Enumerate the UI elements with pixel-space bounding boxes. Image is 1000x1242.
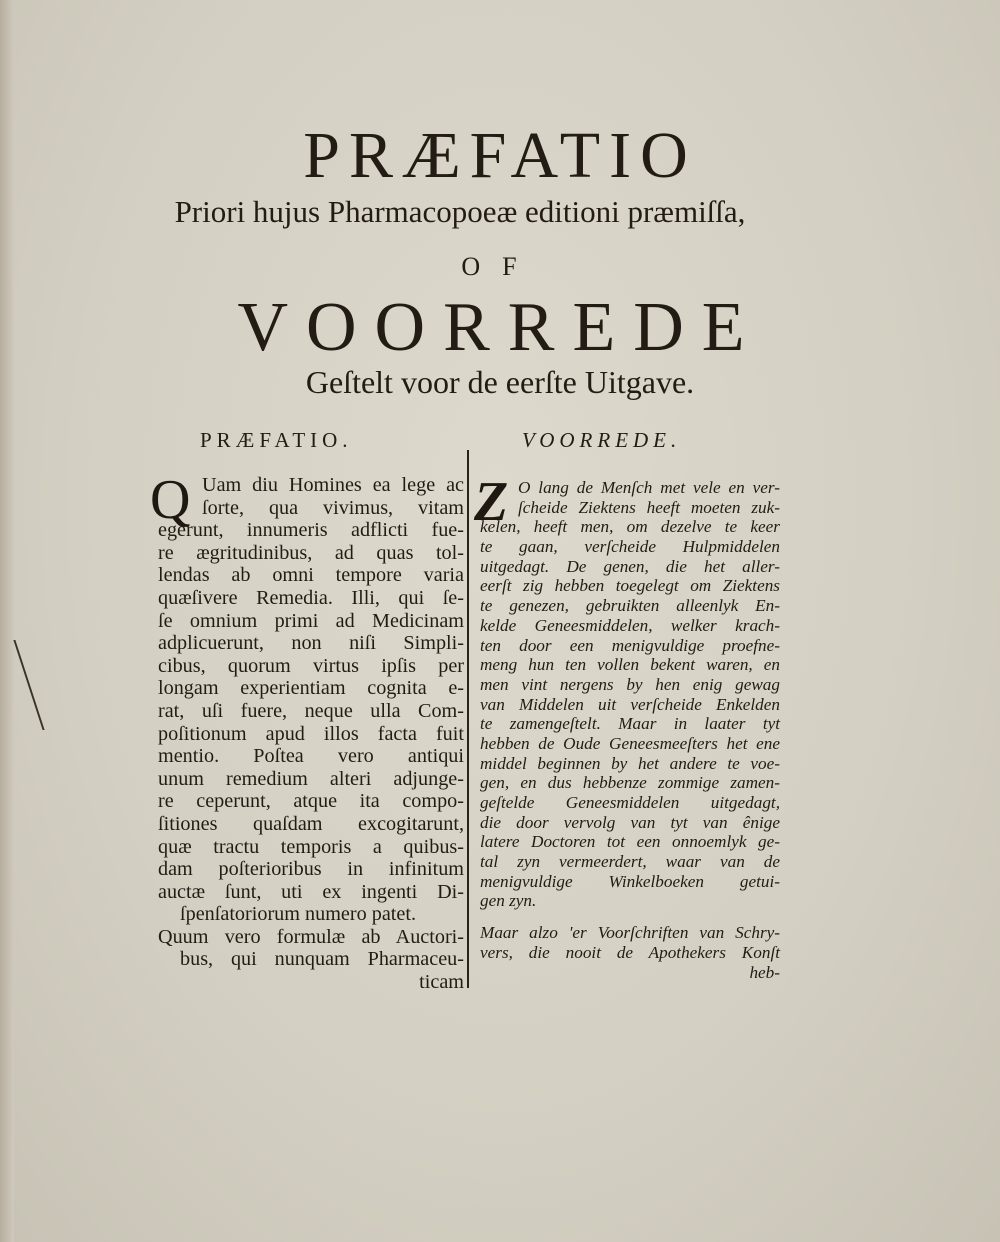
dutch-line: gen zyn. [480,891,537,911]
latin-line: cibus, quorum virtus ipſis per [158,654,464,677]
dutch-line: geſtelde Geneesmiddelen uitgedagt, [480,793,780,812]
dutch-line: vers, die nooit de Apothekers Konſt [480,942,780,962]
dutch-line: te gaan, verſcheide Hulpmiddelen [480,537,780,557]
title-praefatio: PRÆFATIO [303,119,697,192]
dutch-line: te zamengeſtelt. Maar in laater tyt [480,714,780,734]
left-column-heading: PRÆFATIO. [200,428,353,452]
right-column-heading: VOORREDE. [522,428,682,452]
latin-line: auctæ ſunt, uti ex ingenti Di- [158,880,464,903]
latin-column [158,474,464,994]
dutch-line: tal zyn vermeerdert, waar van de [480,852,780,872]
latin-line: quæſivere Remedia. Illi, qui ſe- [158,586,464,609]
latin-line: ſe omnium primi ad Medicinam [158,609,464,632]
latin-line: Quum vero formulæ ab Auctori- [158,925,464,948]
latin-line: Uam diu Homines ea lege ac [202,474,464,496]
dutch-line: Maar alzo 'er Voorſchriften van Schry- [480,923,780,943]
latin-line: re ægritudinibus, ad quas tol- [158,541,464,564]
latin-line: ſpenſatoriorum numero patet. [180,903,417,926]
title-voorrede: VOORREDE [237,289,763,366]
dutch-line: te genezen, gebruikten alleenlyk En- [480,596,780,616]
column-divider [467,450,469,988]
dutch-line: meng hun ten vollen bekent waren, en [480,655,780,675]
latin-line: adplicuerunt, non niſi Simpli- [158,632,464,655]
dutch-line: uitgedagt. De genen, die het aller- [480,556,780,576]
dutch-line: menigvuldige Winkelboeken getui- [480,871,780,891]
latin-line: dam poſterioribus in infinitum [158,858,464,881]
dutch-line: van Middelen uit verſcheide Enkelden [480,694,780,714]
latin-line: bus, qui nunquam Pharmaceu- [180,948,464,971]
right-dropcap: Z [474,471,509,533]
dutch-column [480,478,780,982]
dutch-line: eerſt zig hebben toegelegt om Ziektens [480,576,780,596]
latin-line: poſitionum apud illos facta fuit [158,722,464,745]
title-gestelt: Geſtelt voor de eerſte Uitgave. [305,364,695,400]
dutch-line: hebben de Oude Geneesmeeſters het ene [480,733,780,753]
dutch-line: gen, en dus hebbenze zommige zamen- [480,773,780,793]
dutch-line: O lang de Menſch met vele en ver- [518,478,780,497]
latin-line: egerunt, innumeris adflicti fue- [158,519,464,542]
title-subtitle: Priori hujus Pharmacopoeæ editioni præmiſſa, [174,194,746,229]
left-dropcap: Q [150,469,191,531]
dutch-line: men vint nergens by hen enig gewag [480,674,780,694]
dutch-line: kelen, heeft men, om dezelve te keer [480,517,780,537]
latin-line: re ceperunt, atque ita compo- [158,790,464,813]
title-of: OF [461,252,539,281]
dutch-line: die door vervolg van tyt van ênige [480,812,780,832]
latin-catchword: ticam [419,971,464,994]
dutch-line: ſcheide Ziektens heeft moeten zuk- [518,497,780,517]
dutch-line: latere Doctoren tot een onnoemlyk ge- [480,832,780,852]
dutch-line: middel beginnen by het andere te voe- [480,753,780,773]
latin-line: unum remedium alteri adjunge- [158,767,464,790]
latin-line: lendas ab omni tempore varia [158,564,464,587]
dutch-line: kelde Geneesmiddelen, welker krach- [480,615,780,635]
dutch-catchword: heb- [749,962,780,982]
latin-line: longam experientiam cognita e- [158,677,464,700]
latin-line: rat, uſi fuere, neque ulla Com- [158,699,464,722]
latin-line: ſitiones quaſdam excogitarunt, [158,812,464,835]
dutch-line: ten door een menigvuldige proefne- [480,635,780,655]
latin-line: ſorte, qua vivimus, vitam [202,496,464,519]
latin-line: quæ tractu temporis a quibus- [158,835,464,858]
page-edge [0,0,14,1242]
latin-line: mentio. Poſtea vero antiqui [158,745,464,768]
